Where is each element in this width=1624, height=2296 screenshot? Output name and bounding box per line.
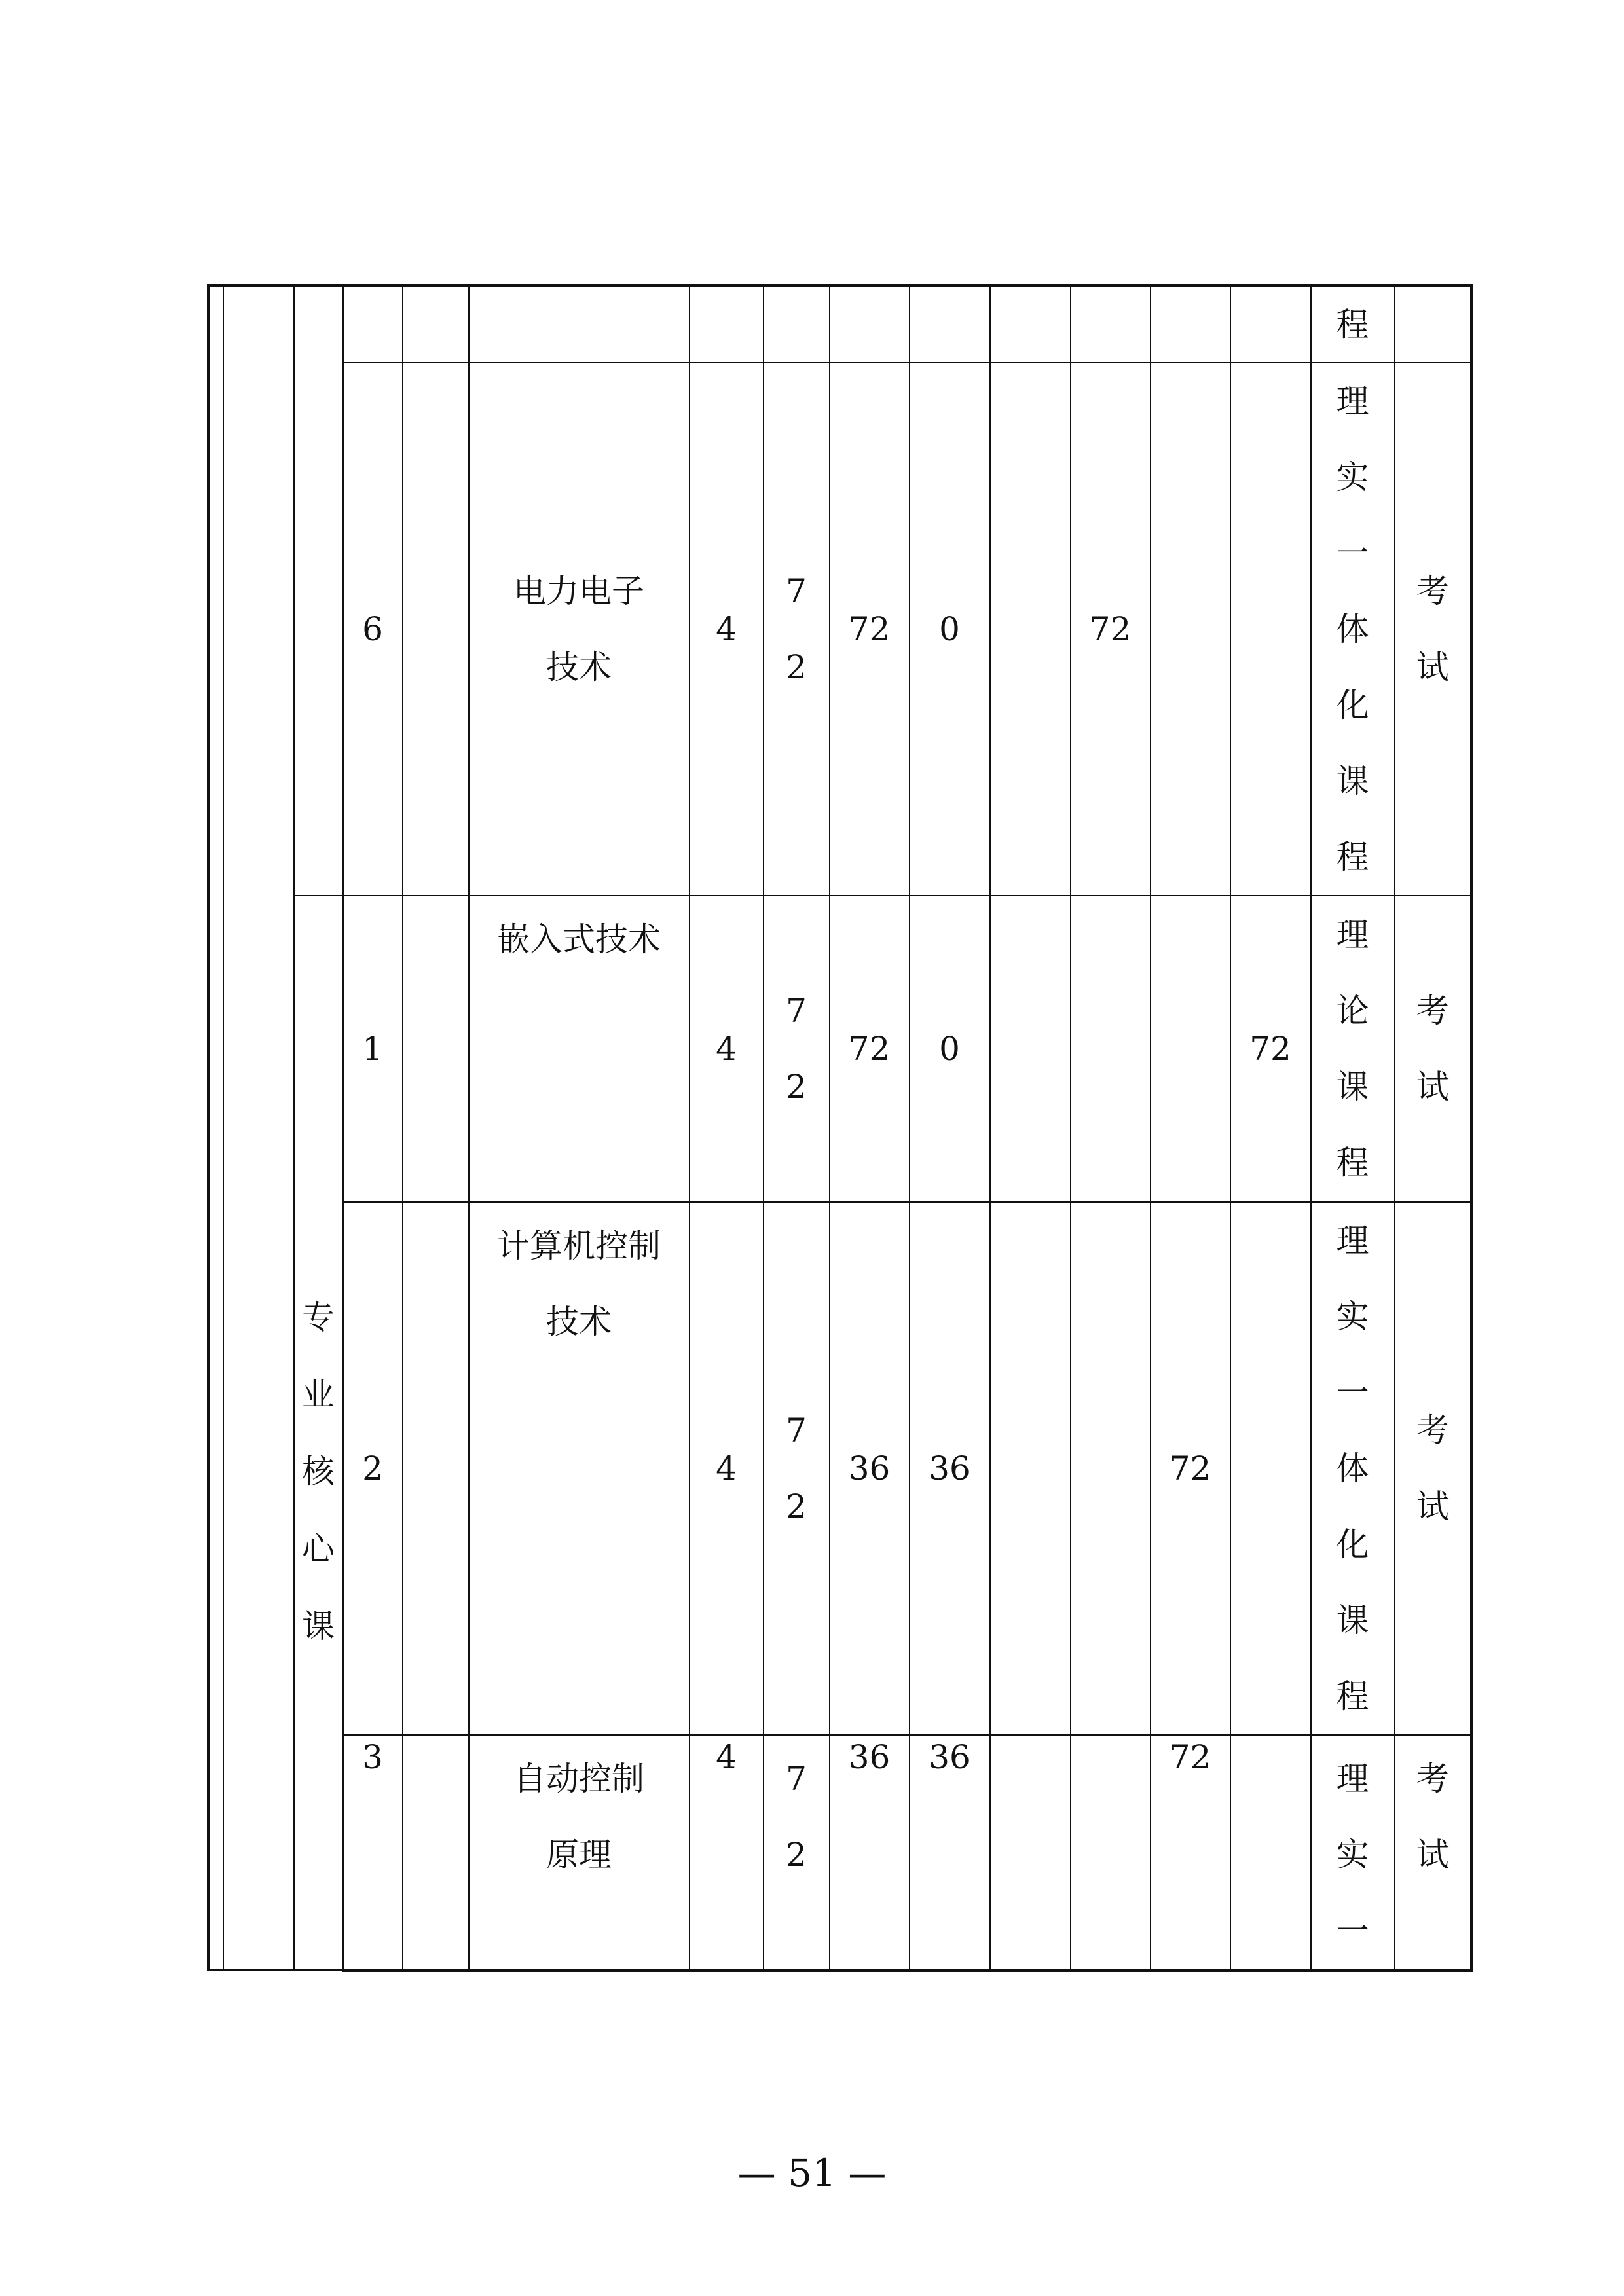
type-char: 理	[1336, 1759, 1369, 1798]
cell-sem4	[1071, 1735, 1151, 1971]
cell-sem5: 72	[1151, 1202, 1230, 1735]
cell-theory: 36	[830, 1202, 910, 1735]
cell-credits: 4	[690, 1735, 764, 1971]
type-char: 理	[1336, 1221, 1369, 1260]
type-char: 一	[1336, 1911, 1369, 1950]
type-char: 论	[1336, 991, 1369, 1030]
type-char: 程	[1336, 837, 1369, 876]
cell-hours	[764, 1735, 830, 1971]
table-row	[209, 896, 1472, 1202]
cell-course-type	[1311, 1202, 1395, 1735]
cell-assessment	[1395, 1202, 1472, 1735]
type-char: 实	[1336, 1297, 1369, 1336]
cell-name	[469, 896, 690, 1202]
type-char: 理	[1336, 382, 1369, 420]
cell-assessment	[1395, 1735, 1472, 1971]
hours-digit: 7	[786, 1411, 807, 1449]
cell-credits: 4	[690, 363, 764, 896]
cell-no: 2	[343, 1202, 403, 1735]
cell-assessment	[1395, 363, 1472, 896]
cell-theory: 72	[830, 896, 910, 1202]
cell-credits: 4	[690, 896, 764, 1202]
type-char: 程	[1336, 1143, 1369, 1182]
cell-sem3	[990, 1202, 1071, 1735]
cell-practice	[910, 286, 990, 363]
cell-sem6	[1230, 363, 1311, 896]
cell-code	[403, 286, 469, 363]
cell-credits	[690, 286, 764, 363]
type-char: 化	[1336, 1525, 1369, 1563]
course-name: 自动控制原理	[513, 1759, 644, 1874]
table-row	[209, 1202, 1472, 1735]
course-name: 计算机控制技术	[497, 1226, 661, 1341]
assessment-char: 试	[1416, 647, 1449, 686]
cell-code	[403, 363, 469, 896]
outer-blank-column	[209, 286, 223, 1971]
assessment-char: 试	[1416, 1835, 1449, 1874]
type-char: 一	[1336, 1373, 1369, 1412]
section-label-char: 核	[302, 1453, 335, 1491]
cell-name	[469, 1202, 690, 1735]
hours-digit: 7	[786, 991, 807, 1030]
cell-practice: 36	[910, 1735, 990, 1971]
cell-course-type	[1311, 1735, 1395, 1971]
cell-code	[403, 1202, 469, 1735]
cell-hours	[764, 896, 830, 1202]
cell-assessment	[1395, 896, 1472, 1202]
cell-sem4	[1071, 1202, 1151, 1735]
cell-sem4	[1071, 896, 1151, 1202]
cell-hours	[764, 363, 830, 896]
hours-digit: 2	[786, 1487, 807, 1525]
section-label-cell	[294, 896, 343, 1971]
assessment-char: 考	[1416, 572, 1449, 610]
assessment-char: 试	[1416, 1487, 1449, 1525]
assessment-char: 考	[1416, 991, 1449, 1030]
type-char: 实	[1336, 1835, 1369, 1874]
hours-digit: 2	[786, 647, 807, 686]
cell-sem5	[1151, 896, 1230, 1202]
cell-sem4	[1071, 286, 1151, 363]
cell-sem3	[990, 1735, 1071, 1971]
type-char: 课	[1336, 761, 1369, 800]
cell-code	[403, 896, 469, 1202]
section-label-char: 业	[302, 1376, 335, 1414]
table-row-continuation	[209, 286, 1472, 363]
cell-course-type: 程	[1311, 286, 1395, 363]
cell-theory: 36	[830, 1735, 910, 1971]
section-label-char: 专	[302, 1298, 335, 1337]
hours-digit: 2	[786, 1067, 807, 1106]
assessment-char: 试	[1416, 1067, 1449, 1106]
type-char: 体	[1336, 1449, 1369, 1487]
cell-sem6	[1230, 1202, 1311, 1735]
course-name: 电力电子技术	[513, 572, 644, 686]
cell-theory: 72	[830, 363, 910, 896]
type-char: 程	[1336, 1677, 1369, 1715]
type-char: 理	[1336, 915, 1369, 954]
cell-hours	[764, 286, 830, 363]
type-char: 化	[1336, 685, 1369, 724]
assessment-char: 考	[1416, 1411, 1449, 1449]
subcategory-blank-cell	[294, 286, 343, 896]
cell-sem4: 72	[1071, 363, 1151, 896]
type-char: 课	[1336, 1067, 1369, 1106]
type-char: 一	[1336, 534, 1369, 572]
hours-digit: 7	[786, 572, 807, 610]
hours-digit: 7	[786, 1759, 807, 1798]
cell-no: 1	[343, 896, 403, 1202]
cell-sem6	[1230, 1735, 1311, 1971]
table-row	[209, 1735, 1472, 1971]
cell-theory	[830, 286, 910, 363]
cell-course-type	[1311, 896, 1395, 1202]
cell-sem3	[990, 286, 1071, 363]
cell-no: 3	[343, 1735, 403, 1971]
table-row	[209, 363, 1472, 896]
cell-name	[469, 1735, 690, 1971]
cell-sem6: 72	[1230, 896, 1311, 1202]
page-number: — 51 —	[737, 2151, 887, 2195]
cell-practice: 0	[910, 896, 990, 1202]
cell-name	[469, 363, 690, 896]
cell-sem3	[990, 896, 1071, 1202]
cell-practice: 36	[910, 1202, 990, 1735]
cell-sem6	[1230, 286, 1311, 363]
cell-no	[343, 286, 403, 363]
cell-sem5: 72	[1151, 1735, 1230, 1971]
cell-course-type	[1311, 363, 1395, 896]
type-char: 体	[1336, 610, 1369, 648]
cell-name	[469, 286, 690, 363]
cell-assessment	[1395, 286, 1472, 363]
category-blank-column	[223, 286, 294, 1971]
cell-no: 6	[343, 363, 403, 896]
cell-sem5	[1151, 363, 1230, 896]
cell-credits: 4	[690, 1202, 764, 1735]
course-name: 嵌入式技术	[497, 920, 661, 958]
cell-hours	[764, 1202, 830, 1735]
cell-sem3	[990, 363, 1071, 896]
section-label-char: 课	[302, 1607, 335, 1646]
assessment-char: 考	[1416, 1759, 1449, 1798]
hours-digit: 2	[786, 1835, 807, 1874]
section-label-char: 心	[302, 1530, 335, 1569]
cell-sem5	[1151, 286, 1230, 363]
type-char: 实	[1336, 458, 1369, 496]
cell-practice: 0	[910, 363, 990, 896]
type-char: 课	[1336, 1601, 1369, 1639]
cell-code	[403, 1735, 469, 1971]
course-plan-table	[207, 284, 1473, 1972]
